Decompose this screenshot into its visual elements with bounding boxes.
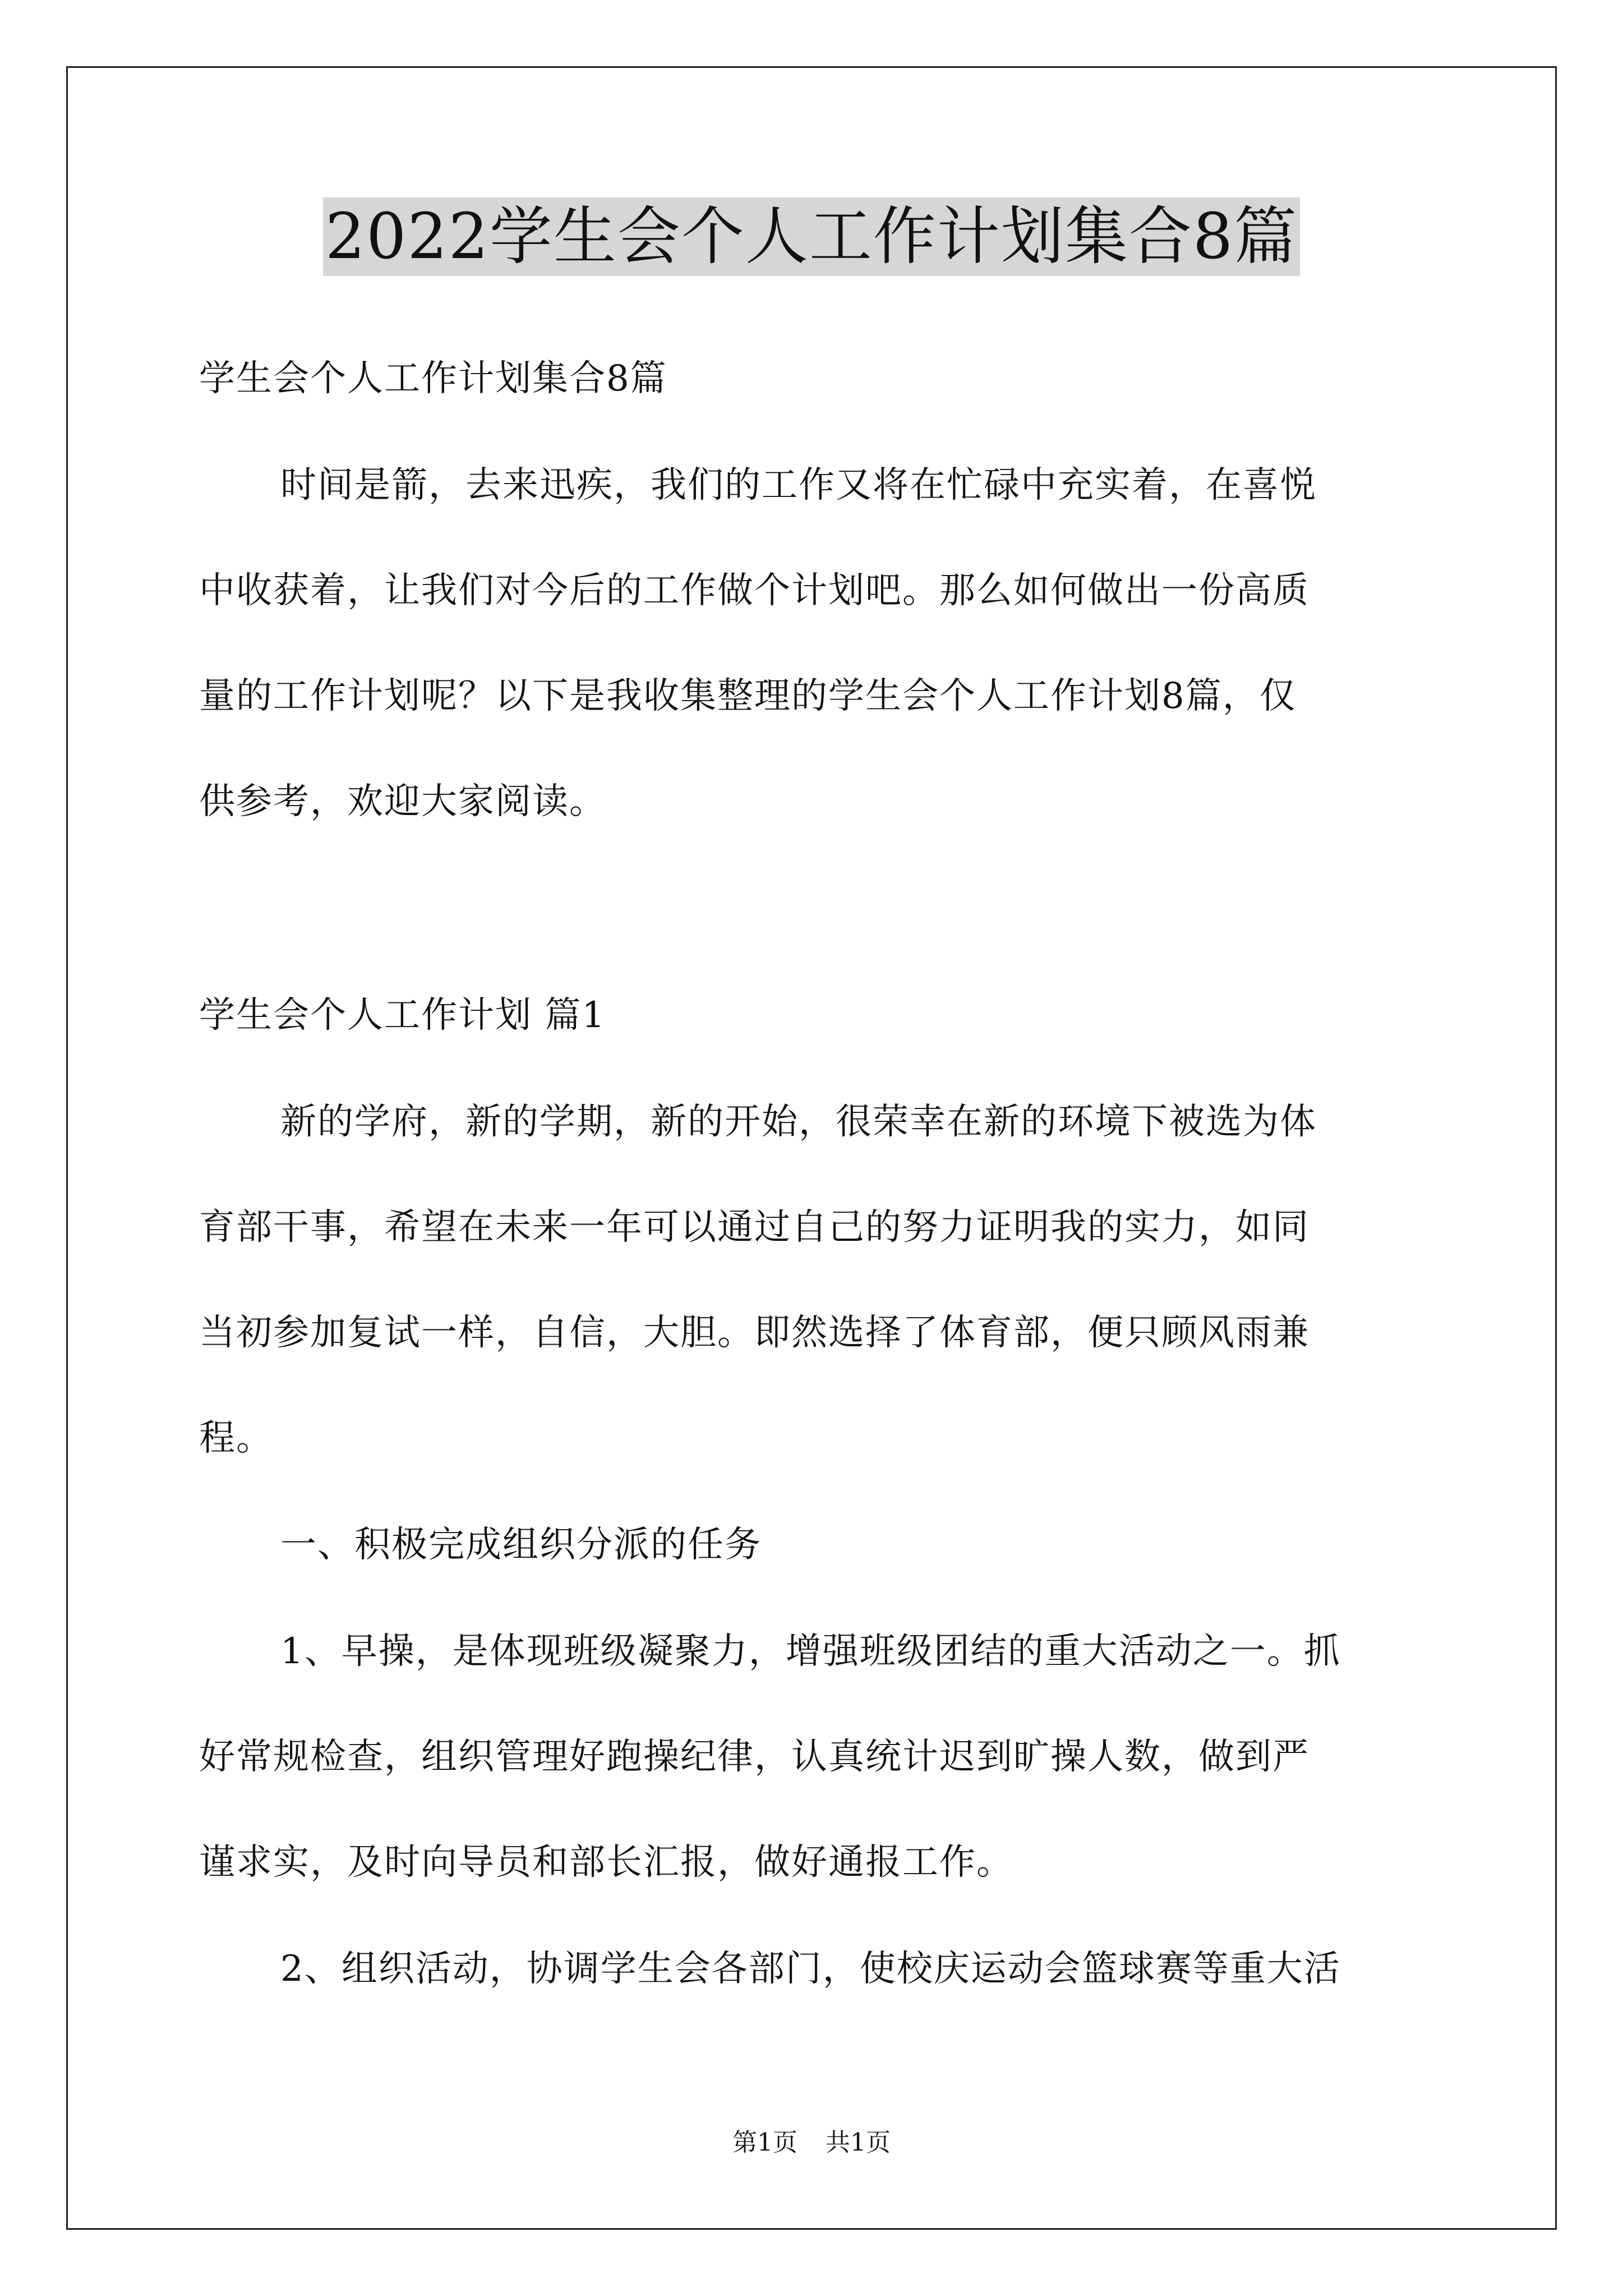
document-title: 2022学生会个人工作计划集合8篇 [323,197,1300,276]
paragraph-line: 当初参加复试一样，自信，大胆。即然选择了体育部，便只顾风雨兼 [199,1312,1310,1354]
paragraph-line: 1、早操，是体现班级凝聚力，增强班级团结的重大活动之一。抓 [280,1631,1341,1672]
paragraph-line: 时间是箭，去来迅疾，我们的工作又将在忙碌中充实着，在喜悦 [280,464,1317,506]
subsection-heading: 一、积极完成组织分派的任务 [280,1524,762,1566]
page-footer [0,2126,1623,2160]
paragraph-line: 新的学府，新的学期，新的开始，很荣幸在新的环境下被选为体 [280,1101,1317,1143]
paragraph-line: 好常规检查，组织管理好跑操纪律，认真统计迟到旷操人数，做到严 [199,1736,1310,1778]
paragraph-line: 量的工作计划呢？以下是我收集整理的学生会个人工作计划8篇，仅 [199,675,1297,717]
title-container [0,197,1623,276]
section-heading: 学生会个人工作计划 篇1 [199,995,606,1036]
subtitle: 学生会个人工作计划集合8篇 [199,358,667,399]
paragraph-line: 育部干事，希望在未来一年可以通过自己的努力证明我的实力，如同 [199,1207,1310,1248]
paragraph-line: 中收获着，让我们对今后的工作做个计划吧。那么如何做出一份高质 [199,570,1310,611]
paragraph-line: 谨求实，及时向导员和部长汇报，做好通报工作。 [199,1842,1013,1883]
paragraph-line: 程。 [199,1418,273,1459]
page-total: 共1页 [826,2128,891,2157]
paragraph-line: 2、组织活动，协调学生会各部门，使校庆运动会篮球赛等重大活 [280,1948,1341,1990]
paragraph-line: 供参考，欢迎大家阅读。 [199,781,606,822]
page-number: 第1页 [732,2128,797,2157]
